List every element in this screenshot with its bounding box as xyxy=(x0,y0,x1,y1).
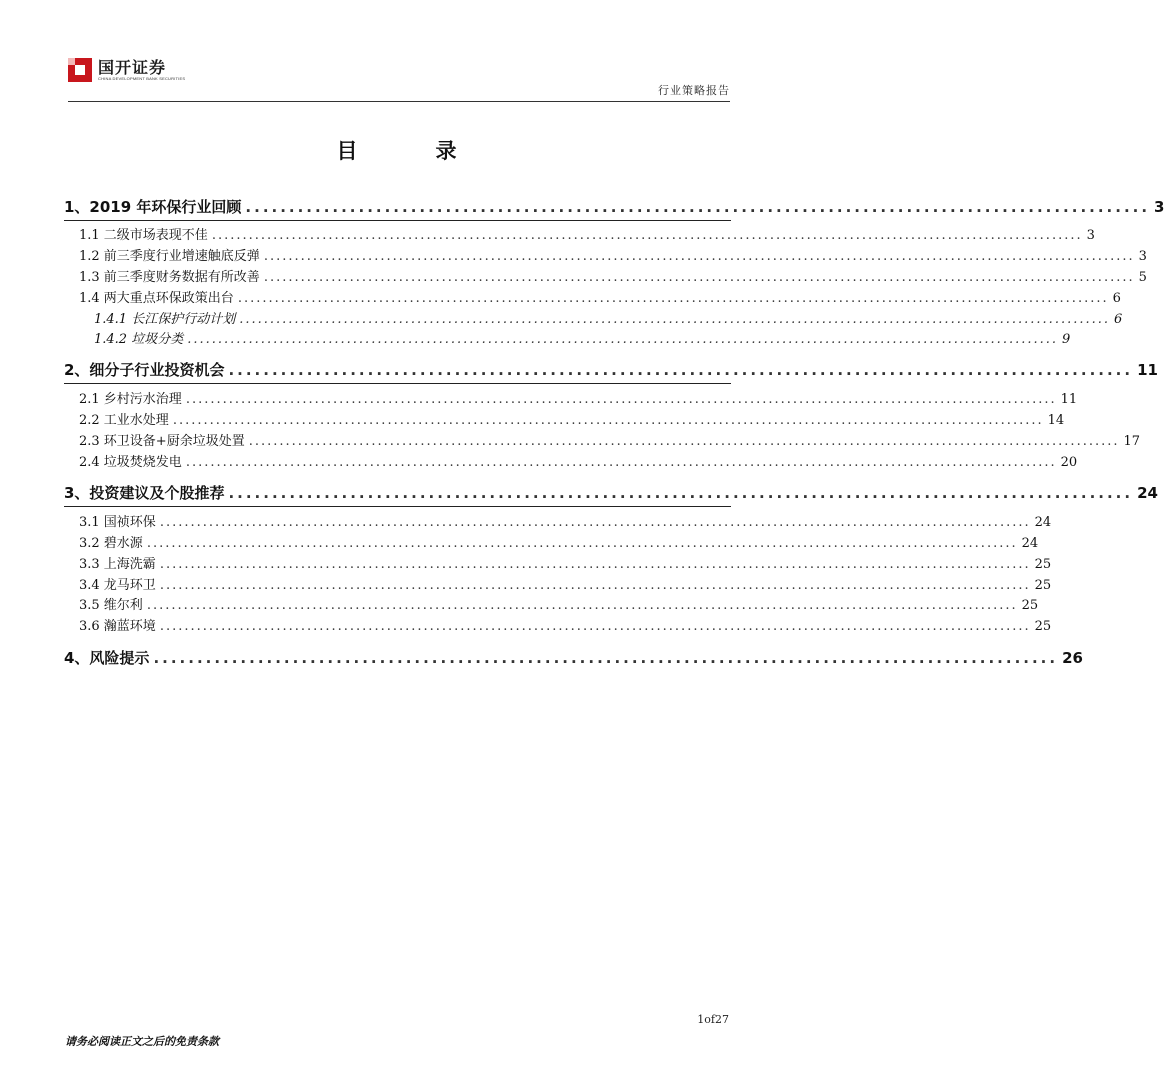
toc-entry-1-4-2[interactable]: 1.4.2 垃圾分类 .............................................................................................................................................. 9 xyxy=(94,332,1071,347)
toc-entry-3-2[interactable]: 3.2 碧水源 .............................................................................................................................................. 24 xyxy=(79,536,1039,551)
logo-icon xyxy=(68,58,92,82)
page-header xyxy=(68,58,730,102)
toc-entry-3-5[interactable]: 3.5 维尔利 .............................................................................................................................................. 25 xyxy=(79,598,1039,613)
section-divider xyxy=(64,383,731,384)
company-logo xyxy=(68,58,185,82)
toc-entry-1-4-1[interactable]: 1.4.1 长江保护行动计划 .............................................................................................................................................. 6 xyxy=(94,312,1123,327)
toc-entry-1-3[interactable]: 1.3 前三季度财务数据有所改善 .............................................................................................................................................. 5 xyxy=(79,270,1147,285)
toc-title-left: 目 xyxy=(336,139,358,163)
section-divider xyxy=(64,220,731,221)
header-divider xyxy=(68,101,730,102)
page-number: 1of27 xyxy=(697,1013,729,1026)
toc-entry-2-2[interactable]: 2.2 工业水处理 .............................................................................................................................................. 14 xyxy=(79,413,1065,428)
toc-entry-1-4[interactable]: 1.4 两大重点环保政策出台 .............................................................................................................................................. 6 xyxy=(79,291,1121,306)
toc-entry-1-2[interactable]: 1.2 前三季度行业增速触底反弹 .............................................................................................................................................. 3 xyxy=(79,249,1147,264)
disclaimer-note: 请务必阅读正文之后的免责条款 xyxy=(65,1035,219,1048)
toc-entry-2-3[interactable]: 2.3 环卫设备+厨余垃圾处置 .............................................................................................................................................. 17 xyxy=(79,434,1141,449)
toc-entry-2[interactable]: 2、细分子行业投资机会 ........................................................................................................ 11 xyxy=(64,361,1158,379)
section-divider xyxy=(64,506,731,507)
toc-entry-3-6[interactable]: 3.6 瀚蓝环境 .............................................................................................................................................. 25 xyxy=(79,619,1052,634)
toc-entry-3-1[interactable]: 3.1 国祯环保 .............................................................................................................................................. 24 xyxy=(79,515,1052,530)
report-type-label: 行业策略报告 xyxy=(658,84,730,97)
toc-title xyxy=(0,135,793,165)
toc-entry-2-1[interactable]: 2.1 乡村污水治理 .............................................................................................................................................. 11 xyxy=(79,392,1078,407)
logo-name-en: CHINA DEVELOPMENT BANK SECURITIES xyxy=(98,75,186,81)
logo-name-cn: 国开证券 xyxy=(98,57,167,77)
toc-entry-3-4[interactable]: 3.4 龙马环卫 .............................................................................................................................................. 25 xyxy=(79,578,1052,593)
toc-entry-3-3[interactable]: 3.3 上海洗霸 .............................................................................................................................................. 25 xyxy=(79,557,1052,572)
toc-entry-2-4[interactable]: 2.4 垃圾焚烧发电 .............................................................................................................................................. 20 xyxy=(79,455,1078,470)
toc-entry-1-1[interactable]: 1.1 二级市场表现不佳 .............................................................................................................................................. 3 xyxy=(79,228,1095,243)
toc-entry-4[interactable]: 4、风险提示 ........................................................................................................ 26 xyxy=(64,649,1083,667)
toc-entry-3[interactable]: 3、投资建议及个股推荐 ........................................................................................................ 24 xyxy=(64,484,1158,502)
toc-entry-1[interactable]: 1、2019 年环保行业回顾 ........................................................................................................ 3 xyxy=(64,198,1164,216)
toc-title-right: 录 xyxy=(435,139,457,163)
